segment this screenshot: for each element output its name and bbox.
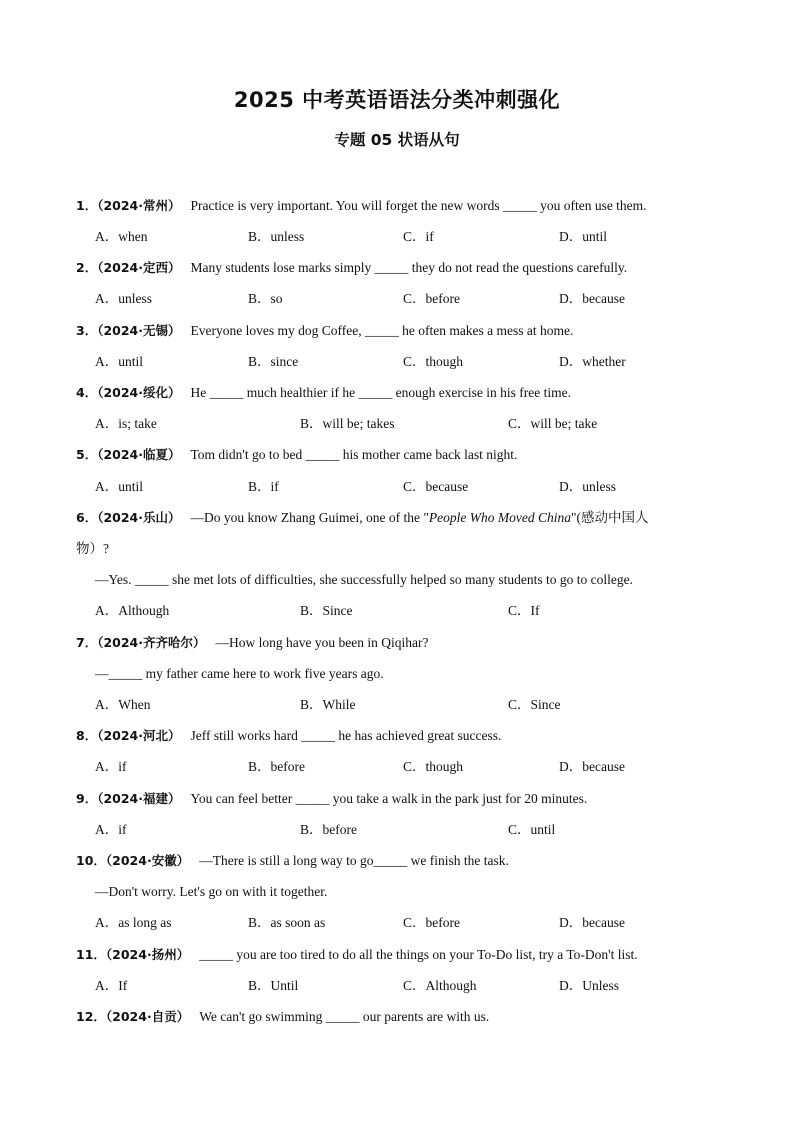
option-a[interactable]: A．Although <box>95 603 170 618</box>
option-a[interactable]: A．until <box>95 479 144 494</box>
question-number: 9． <box>76 791 98 806</box>
question-6-stem-continued: 物）? <box>76 541 109 556</box>
question-stem: Practice is very important. You will forget the new words _____ you often use them. <box>190 198 647 213</box>
question-source: （2024·自贡） <box>105 1009 190 1024</box>
question-number: 7． <box>76 635 98 650</box>
question-6-reply: —Yes. _____ she met lots of difficulties, she successfully helped so many students to go to college. <box>95 572 633 587</box>
question-stem: _____ you are too tired to do all the things on your To-Do list, try a To-Don't list. <box>199 947 638 962</box>
page-subtitle: 专题 05 状语从句 <box>334 131 460 149</box>
question-3 <box>76 320 573 342</box>
option-b[interactable]: B．before <box>248 759 305 774</box>
option-d[interactable]: D．Unless <box>559 978 619 993</box>
option-b[interactable]: B．since <box>248 354 299 369</box>
question-source: （2024·齐齐哈尔） <box>97 635 206 650</box>
option-a[interactable]: A．unless <box>95 291 152 306</box>
question-number: 8． <box>76 728 98 743</box>
question-5 <box>76 444 517 466</box>
question-11 <box>76 944 638 966</box>
question-source: （2024·临夏） <box>97 447 181 462</box>
option-a[interactable]: A．is; take <box>95 416 157 431</box>
question-1-options <box>95 226 775 248</box>
question-12 <box>76 1006 489 1028</box>
option-b[interactable]: B．so <box>248 291 283 306</box>
question-9-options <box>95 819 775 841</box>
option-c[interactable]: C．Although <box>403 978 477 993</box>
option-d[interactable]: D．unless <box>559 479 616 494</box>
question-7 <box>76 632 428 654</box>
question-11-options <box>95 975 775 997</box>
question-source: （2024·绥化） <box>97 385 181 400</box>
question-source: （2024·定西） <box>97 260 181 275</box>
question-number: 2． <box>76 260 98 275</box>
option-a[interactable]: A．if <box>95 759 127 774</box>
question-number: 12． <box>76 1009 106 1024</box>
option-d[interactable]: D．because <box>559 291 625 306</box>
option-c[interactable]: C．if <box>403 229 434 244</box>
question-number: 6． <box>76 510 98 525</box>
question-stem: Many students lose marks simply _____ they do not read the questions carefully. <box>190 260 628 275</box>
question-2 <box>76 257 627 279</box>
question-stem: We can't go swimming _____ our parents are with us. <box>199 1009 490 1024</box>
option-c[interactable]: C．though <box>403 759 464 774</box>
option-b[interactable]: B．unless <box>248 229 305 244</box>
option-b[interactable]: B．as soon as <box>248 915 326 930</box>
question-2-options <box>95 288 775 310</box>
option-b[interactable]: B．While <box>300 697 356 712</box>
option-c[interactable]: C．before <box>403 291 460 306</box>
question-8-options <box>95 756 775 778</box>
option-a[interactable]: A．when <box>95 229 148 244</box>
question-stem: —Do you know Zhang Guimei, one of the " <box>190 510 429 525</box>
question-number: 5． <box>76 447 98 462</box>
question-stem: He _____ much healthier if he _____ enough exercise in his free time. <box>190 385 572 400</box>
question-6-options <box>95 600 775 622</box>
question-7-options <box>95 694 775 716</box>
option-d[interactable]: D．until <box>559 229 608 244</box>
option-c[interactable]: C．until <box>508 822 556 837</box>
question-number: 3． <box>76 323 98 338</box>
question-stem: Everyone loves my dog Coffee, _____ he often makes a mess at home. <box>190 323 574 338</box>
question-stem: —There is still a long way to go_____ we finish the task. <box>199 853 509 868</box>
option-a[interactable]: A．If <box>95 978 128 993</box>
option-c[interactable]: C．will be; take <box>508 416 598 431</box>
question-source: （2024·乐山） <box>97 510 181 525</box>
option-a[interactable]: A．if <box>95 822 127 837</box>
question-5-options <box>95 476 775 498</box>
question-number: 1． <box>76 198 98 213</box>
option-c[interactable]: C．Since <box>508 697 561 712</box>
option-b[interactable]: B．before <box>300 822 357 837</box>
question-number: 4． <box>76 385 98 400</box>
question-stem: Jeff still works hard _____ he has achieved great success. <box>190 728 502 743</box>
option-d[interactable]: D．because <box>559 759 625 774</box>
question-4-options <box>95 413 775 435</box>
question-number: 11． <box>76 947 106 962</box>
option-d[interactable]: D．because <box>559 915 625 930</box>
question-9 <box>76 788 587 810</box>
option-c[interactable]: C．before <box>403 915 460 930</box>
question-7-reply: —_____ my father came here to work five years ago. <box>95 666 384 681</box>
question-stem-end: "(感动中国人 <box>570 510 649 525</box>
option-a[interactable]: A．until <box>95 354 144 369</box>
question-source: （2024·安徽） <box>105 853 190 868</box>
option-d[interactable]: D．whether <box>559 354 626 369</box>
option-b[interactable]: B．if <box>248 479 279 494</box>
option-b[interactable]: B．will be; takes <box>300 416 395 431</box>
question-10 <box>76 850 509 872</box>
page-title: 2025 中考英语语法分类冲刺强化 <box>233 88 561 112</box>
question-8 <box>76 725 501 747</box>
question-stem: —How long have you been in Qiqihar? <box>215 635 429 650</box>
question-6 <box>76 507 648 529</box>
question-source: （2024·福建） <box>97 791 181 806</box>
question-3-options <box>95 351 775 373</box>
question-stem-italic: People Who Moved China <box>428 510 571 525</box>
question-4 <box>76 382 571 404</box>
option-b[interactable]: B．Since <box>300 603 353 618</box>
question-source: （2024·常州） <box>97 198 181 213</box>
question-10-reply: —Don't worry. Let's go on with it together. <box>95 884 328 899</box>
option-c[interactable]: C．because <box>403 479 469 494</box>
question-stem: Tom didn't go to bed _____ his mother came back last night. <box>190 447 518 462</box>
question-source: （2024·无锡） <box>97 323 181 338</box>
option-c[interactable]: C．though <box>403 354 464 369</box>
option-a[interactable]: A．When <box>95 697 151 712</box>
question-1 <box>76 195 647 217</box>
option-b[interactable]: B．Until <box>248 978 299 993</box>
question-source: （2024·河北） <box>97 728 181 743</box>
option-c[interactable]: C．If <box>508 603 540 618</box>
question-stem: You can feel better _____ you take a walk in the park just for 20 minutes. <box>190 791 588 806</box>
question-10-options <box>95 912 775 934</box>
question-number: 10． <box>76 853 106 868</box>
option-a[interactable]: A．as long as <box>95 915 172 930</box>
question-source: （2024·扬州） <box>105 947 190 962</box>
